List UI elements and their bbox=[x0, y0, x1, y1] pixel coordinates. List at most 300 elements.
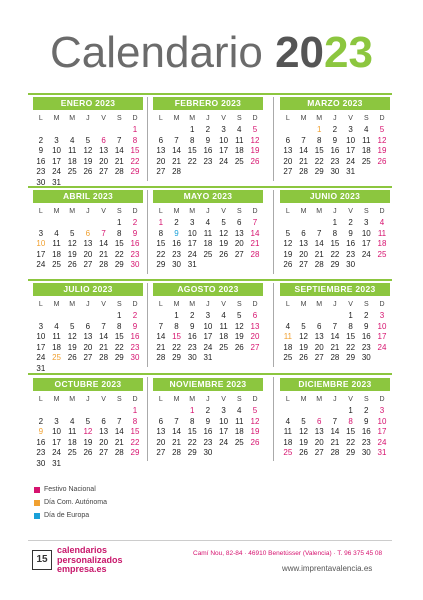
day-cell: 31 bbox=[52, 177, 61, 187]
weekday-label: M bbox=[300, 301, 307, 308]
empty-cell bbox=[153, 406, 169, 417]
weekday-label: M bbox=[53, 301, 60, 308]
day-cell: 13 bbox=[234, 228, 244, 238]
day-cell: 6 bbox=[101, 416, 106, 426]
weekday-label: L bbox=[285, 115, 290, 122]
day-cell: 20 bbox=[99, 156, 109, 166]
day-cell: 9 bbox=[332, 135, 338, 145]
empty-cell bbox=[311, 406, 327, 417]
day-cell: 16 bbox=[203, 146, 213, 155]
day-cell: 5 bbox=[69, 228, 75, 238]
day-cell: 17 bbox=[377, 332, 387, 341]
day-cell: 20 bbox=[314, 437, 324, 447]
day-cell: 23 bbox=[187, 342, 197, 352]
empty-cell bbox=[33, 218, 49, 229]
weekday-label: V bbox=[221, 301, 226, 308]
day-cell: 18 bbox=[234, 427, 244, 436]
day-cell: 18 bbox=[361, 146, 371, 155]
day-cell: 27 bbox=[234, 249, 244, 259]
weekday-label: J bbox=[86, 208, 90, 215]
day-cell: 29 bbox=[314, 167, 324, 176]
day-cell: 1 bbox=[158, 218, 164, 227]
company-address: Camí Nou, 82-84 · 46910 Benetússer (Valencia) · T. 96 375 45 08 bbox=[193, 550, 383, 557]
logo-text bbox=[57, 546, 123, 575]
day-cell: 7 bbox=[332, 321, 338, 331]
day-cell: 23 bbox=[36, 448, 46, 457]
day-cell: 28 bbox=[114, 167, 124, 176]
weekday-label: D bbox=[252, 208, 258, 215]
day-cell: 1 bbox=[117, 311, 122, 320]
column-divider bbox=[147, 283, 148, 367]
day-cell: 7 bbox=[158, 321, 164, 331]
day-cell: 30 bbox=[36, 177, 46, 187]
day-cell: 16 bbox=[36, 156, 46, 166]
empty-cell bbox=[96, 406, 112, 417]
day-cell: 2 bbox=[348, 218, 353, 227]
weekday-label: D bbox=[132, 115, 138, 122]
website-link[interactable]: www.imprentavalencia.es bbox=[282, 564, 373, 573]
logo-line-1: calendarios bbox=[57, 545, 108, 555]
month-header: MAYO 2023 bbox=[153, 190, 263, 203]
day-cell: 4 bbox=[379, 218, 385, 227]
weekday-label: S bbox=[116, 396, 122, 403]
day-cell: 10 bbox=[52, 146, 61, 155]
day-cell: 10 bbox=[219, 135, 229, 145]
day-cell: 8 bbox=[316, 135, 322, 145]
day-cell: 10 bbox=[377, 321, 387, 331]
weekday-label: M bbox=[316, 301, 323, 308]
weekday-label: M bbox=[189, 396, 196, 403]
day-cell: 29 bbox=[130, 167, 140, 176]
weekday-label: V bbox=[221, 115, 226, 122]
weekday-label: M bbox=[189, 115, 196, 122]
day-cell: 6 bbox=[158, 416, 164, 426]
day-cell: 9 bbox=[189, 321, 195, 331]
day-cell: 1 bbox=[117, 218, 122, 227]
empty-cell bbox=[280, 311, 296, 322]
day-cell: 3 bbox=[189, 218, 195, 227]
day-cell: 4 bbox=[205, 218, 211, 227]
weekday-label: D bbox=[379, 396, 385, 403]
day-cell: 23 bbox=[203, 156, 213, 166]
month-block bbox=[33, 283, 143, 374]
day-cell: 13 bbox=[314, 427, 324, 436]
day-cell: 2 bbox=[332, 125, 338, 134]
day-cell: 1 bbox=[348, 406, 353, 415]
column-divider bbox=[147, 377, 148, 461]
day-cell: 30 bbox=[187, 353, 197, 362]
day-cell: 27 bbox=[250, 342, 260, 352]
day-cell: 11 bbox=[283, 427, 292, 436]
day-cell: 26 bbox=[250, 437, 260, 447]
day-cell: 20 bbox=[83, 249, 93, 259]
weekday-label: J bbox=[333, 396, 337, 403]
day-cell: 22 bbox=[156, 249, 166, 259]
day-cell: 1 bbox=[174, 311, 179, 320]
weekday-label: L bbox=[38, 115, 43, 122]
month-header: DICIEMBRE 2023 bbox=[280, 378, 390, 391]
day-cell: 25 bbox=[52, 260, 61, 269]
day-cell: 22 bbox=[314, 156, 324, 166]
title-year-b: 23 bbox=[324, 28, 373, 77]
empty-cell bbox=[49, 406, 65, 417]
day-cell: 14 bbox=[114, 146, 124, 155]
day-cell: 2 bbox=[174, 218, 179, 227]
day-cell: 8 bbox=[132, 135, 138, 145]
weekday-label: L bbox=[158, 208, 163, 215]
month-block bbox=[280, 283, 390, 364]
day-cell: 21 bbox=[114, 156, 124, 166]
day-cell: 8 bbox=[189, 416, 195, 426]
day-cell: 18 bbox=[377, 239, 387, 248]
day-cell: 25 bbox=[67, 167, 77, 176]
day-cell: 25 bbox=[203, 249, 213, 259]
day-cell: 27 bbox=[156, 167, 166, 176]
day-cell: 7 bbox=[117, 135, 122, 145]
day-cell: 29 bbox=[330, 260, 340, 269]
weekday-label: L bbox=[285, 396, 290, 403]
month-header: OCTUBRE 2023 bbox=[33, 378, 143, 391]
month-header: FEBRERO 2023 bbox=[153, 97, 263, 110]
month-block bbox=[153, 378, 263, 459]
day-cell: 1 bbox=[132, 125, 138, 134]
day-cell: 11 bbox=[52, 239, 61, 248]
empty-cell bbox=[49, 218, 65, 229]
month-header: ABRIL 2023 bbox=[33, 190, 143, 203]
weekday-label: M bbox=[316, 396, 323, 403]
day-cell: 18 bbox=[283, 437, 293, 447]
weekday-label: L bbox=[158, 115, 163, 122]
day-cell: 30 bbox=[172, 260, 181, 269]
weekday-label: S bbox=[116, 301, 122, 308]
day-cell: 22 bbox=[130, 156, 140, 166]
day-cell: 5 bbox=[85, 416, 91, 426]
day-cell: 15 bbox=[346, 427, 356, 436]
empty-cell bbox=[64, 218, 80, 229]
day-cell: 12 bbox=[377, 135, 387, 145]
day-cell: 30 bbox=[361, 353, 371, 362]
day-cell: 3 bbox=[54, 135, 59, 145]
weekday-label: M bbox=[69, 208, 76, 215]
day-cell: 7 bbox=[174, 416, 179, 426]
day-cell: 13 bbox=[250, 321, 260, 331]
day-cell: 21 bbox=[330, 437, 340, 447]
day-cell: 22 bbox=[172, 342, 181, 352]
day-cell: 28 bbox=[99, 260, 109, 269]
weekday-label: L bbox=[158, 396, 163, 403]
weekday-label: J bbox=[206, 208, 210, 215]
weekday-label: V bbox=[101, 301, 106, 308]
day-cell: 14 bbox=[156, 332, 166, 341]
day-cell: 27 bbox=[99, 448, 109, 457]
weekday-label: S bbox=[236, 301, 242, 308]
day-cell: 19 bbox=[67, 249, 77, 259]
day-cell: 9 bbox=[348, 228, 353, 238]
day-cell: 1 bbox=[348, 311, 353, 320]
day-cell: 3 bbox=[364, 218, 369, 227]
day-cell: 27 bbox=[314, 448, 324, 457]
day-cell: 27 bbox=[83, 260, 93, 269]
day-cell: 23 bbox=[330, 156, 340, 166]
day-cell: 22 bbox=[187, 437, 197, 447]
day-cell: 28 bbox=[330, 353, 340, 362]
day-cell: 12 bbox=[83, 427, 93, 436]
day-cell: 4 bbox=[54, 228, 59, 238]
day-cell: 12 bbox=[283, 239, 293, 248]
day-cell: 3 bbox=[379, 311, 385, 320]
day-cell: 10 bbox=[377, 416, 387, 426]
weekday-label: J bbox=[206, 396, 210, 403]
day-cell: 18 bbox=[283, 342, 293, 352]
month-header: AGOSTO 2023 bbox=[153, 283, 263, 296]
day-cell: 19 bbox=[250, 146, 260, 155]
day-cell: 5 bbox=[379, 125, 385, 134]
empty-cell bbox=[327, 311, 343, 322]
empty-cell bbox=[33, 125, 49, 136]
day-cell: 8 bbox=[158, 228, 164, 238]
weekday-label: M bbox=[300, 208, 307, 215]
weekday-label: M bbox=[173, 396, 180, 403]
day-cell: 15 bbox=[187, 146, 197, 155]
day-cell: 16 bbox=[330, 146, 340, 155]
weekday-label: V bbox=[348, 115, 353, 122]
legend-label: Festivo Nacional bbox=[44, 486, 96, 493]
day-cell: 8 bbox=[174, 321, 179, 331]
day-cell: 30 bbox=[330, 167, 340, 176]
day-cell: 20 bbox=[234, 239, 244, 248]
day-cell: 14 bbox=[314, 239, 324, 248]
day-cell: 7 bbox=[174, 135, 179, 145]
empty-cell bbox=[296, 218, 312, 229]
day-cell: 18 bbox=[234, 146, 244, 155]
day-cell: 28 bbox=[172, 448, 181, 457]
day-cell: 6 bbox=[237, 218, 242, 227]
day-cell: 28 bbox=[330, 448, 340, 457]
day-cell: 12 bbox=[250, 135, 260, 145]
weekday-label: M bbox=[316, 115, 323, 122]
day-cell: 22 bbox=[346, 437, 356, 447]
day-cell: 31 bbox=[377, 448, 387, 457]
empty-cell bbox=[280, 406, 296, 417]
month-block bbox=[280, 97, 390, 178]
day-cell: 4 bbox=[221, 311, 226, 320]
weekday-label: D bbox=[252, 301, 258, 308]
day-cell: 11 bbox=[68, 146, 77, 155]
day-cell: 7 bbox=[252, 218, 258, 227]
day-cell: 18 bbox=[67, 156, 77, 166]
weekday-label: M bbox=[189, 301, 196, 308]
day-cell: 7 bbox=[117, 416, 122, 426]
day-cell: 23 bbox=[172, 249, 181, 259]
day-cell: 24 bbox=[219, 156, 229, 166]
day-cell: 24 bbox=[361, 249, 371, 259]
column-divider bbox=[273, 190, 274, 274]
day-cell: 10 bbox=[346, 135, 356, 145]
day-cell: 29 bbox=[187, 448, 197, 457]
day-cell: 17 bbox=[219, 146, 229, 155]
day-cell: 5 bbox=[285, 228, 291, 238]
weekday-label: V bbox=[348, 301, 353, 308]
day-cell: 3 bbox=[205, 311, 211, 320]
day-cell: 29 bbox=[346, 448, 356, 457]
weekday-label: D bbox=[132, 301, 138, 308]
day-cell: 25 bbox=[377, 249, 387, 259]
day-cell: 19 bbox=[234, 332, 244, 341]
day-cell: 23 bbox=[130, 249, 140, 259]
day-cell: 26 bbox=[83, 167, 93, 176]
day-cell: 27 bbox=[156, 448, 166, 457]
day-cell: 11 bbox=[362, 135, 371, 145]
day-cell: 5 bbox=[85, 135, 91, 145]
day-cell: 13 bbox=[314, 332, 324, 341]
logo-line-3: empresa.es bbox=[57, 564, 107, 574]
weekday-label: S bbox=[236, 208, 242, 215]
day-cell: 25 bbox=[52, 353, 61, 362]
day-cell: 26 bbox=[67, 353, 77, 362]
day-cell: 21 bbox=[172, 156, 181, 166]
day-cell: 21 bbox=[250, 239, 260, 248]
legend-item-dia-europa bbox=[34, 509, 107, 522]
day-cell: 8 bbox=[117, 321, 122, 331]
day-cell: 27 bbox=[99, 167, 109, 176]
empty-cell bbox=[311, 218, 327, 229]
day-cell: 17 bbox=[36, 342, 46, 352]
day-cell: 23 bbox=[203, 437, 213, 447]
day-cell: 27 bbox=[299, 260, 308, 269]
title-word: Calendario bbox=[50, 28, 263, 77]
day-cell: 26 bbox=[283, 260, 293, 269]
day-cell: 14 bbox=[250, 228, 260, 238]
day-cell: 17 bbox=[52, 437, 61, 447]
weekday-label: S bbox=[363, 396, 369, 403]
day-cell: 17 bbox=[377, 427, 387, 436]
day-cell: 30 bbox=[361, 448, 371, 457]
day-cell: 31 bbox=[187, 260, 197, 269]
day-cell: 15 bbox=[346, 332, 356, 341]
day-cell: 20 bbox=[156, 156, 166, 166]
month-header: SEPTIEMBRE 2023 bbox=[280, 283, 390, 296]
day-cell: 28 bbox=[314, 260, 324, 269]
day-cell: 14 bbox=[330, 427, 340, 436]
day-cell: 9 bbox=[132, 228, 138, 238]
day-cell: 15 bbox=[114, 332, 124, 341]
day-cell: 9 bbox=[364, 321, 369, 331]
weekday-label: L bbox=[158, 301, 163, 308]
weekday-label: M bbox=[69, 301, 76, 308]
day-cell: 24 bbox=[377, 437, 387, 447]
legend-label: Día Com. Autónoma bbox=[44, 499, 108, 506]
weekday-label: S bbox=[363, 208, 369, 215]
day-cell: 12 bbox=[67, 239, 77, 248]
weekday-label: L bbox=[38, 301, 43, 308]
day-cell: 17 bbox=[187, 239, 197, 248]
day-cell: 5 bbox=[221, 218, 226, 227]
day-cell: 6 bbox=[252, 311, 258, 320]
day-cell: 24 bbox=[52, 167, 61, 176]
day-cell: 19 bbox=[377, 146, 387, 155]
day-cell: 19 bbox=[250, 427, 260, 436]
legend-swatch bbox=[34, 487, 40, 493]
day-cell: 8 bbox=[189, 135, 195, 145]
day-cell: 19 bbox=[83, 437, 93, 447]
day-cell: 15 bbox=[114, 239, 124, 248]
weekday-label: V bbox=[348, 208, 353, 215]
day-cell: 6 bbox=[285, 135, 291, 145]
day-cell: 3 bbox=[379, 406, 385, 415]
day-cell: 28 bbox=[156, 353, 166, 362]
legend-item-festivo-nacional bbox=[34, 483, 107, 496]
day-cell: 17 bbox=[219, 427, 229, 436]
day-cell: 6 bbox=[158, 135, 164, 145]
day-cell: 5 bbox=[237, 311, 242, 320]
day-cell: 11 bbox=[68, 427, 77, 436]
empty-cell bbox=[169, 406, 185, 417]
day-cell: 8 bbox=[348, 321, 353, 331]
day-cell: 28 bbox=[99, 353, 109, 362]
day-cell: 29 bbox=[172, 353, 181, 362]
day-cell: 19 bbox=[219, 239, 229, 248]
day-cell: 15 bbox=[156, 239, 166, 248]
day-cell: 12 bbox=[299, 332, 308, 341]
day-cell: 13 bbox=[83, 332, 93, 341]
weekday-label: M bbox=[173, 301, 180, 308]
day-cell: 24 bbox=[187, 249, 197, 259]
day-cell: 21 bbox=[156, 342, 166, 352]
day-cell: 21 bbox=[330, 342, 340, 352]
day-cell: 29 bbox=[346, 353, 356, 362]
day-cell: 5 bbox=[301, 416, 306, 426]
weekday-label: M bbox=[69, 115, 76, 122]
day-cell: 21 bbox=[299, 156, 308, 166]
day-cell: 12 bbox=[250, 416, 260, 426]
day-cell: 31 bbox=[203, 353, 213, 362]
day-cell: 2 bbox=[364, 406, 369, 415]
day-cell: 7 bbox=[101, 321, 106, 331]
empty-cell bbox=[80, 218, 96, 229]
day-cell: 3 bbox=[348, 125, 353, 134]
day-cell: 11 bbox=[203, 228, 213, 238]
day-cell: 17 bbox=[346, 146, 356, 155]
day-cell: 16 bbox=[203, 427, 213, 436]
empty-cell bbox=[33, 406, 49, 417]
empty-cell bbox=[80, 311, 96, 322]
day-cell: 25 bbox=[361, 156, 371, 166]
day-cell: 5 bbox=[69, 321, 75, 331]
weekday-label: S bbox=[236, 396, 242, 403]
day-cell: 4 bbox=[285, 416, 291, 426]
company-logo[interactable] bbox=[32, 546, 123, 575]
day-cell: 30 bbox=[130, 260, 140, 269]
day-cell: 19 bbox=[283, 249, 293, 259]
day-cell: 27 bbox=[314, 353, 324, 362]
day-cell: 2 bbox=[38, 416, 44, 426]
day-cell: 30 bbox=[130, 353, 140, 362]
month-block bbox=[33, 190, 143, 271]
weekday-label: S bbox=[116, 208, 122, 215]
weekday-label: S bbox=[363, 301, 369, 308]
weekday-label: L bbox=[285, 208, 290, 215]
day-cell: 24 bbox=[346, 156, 356, 166]
day-cell: 6 bbox=[101, 135, 106, 145]
day-cell: 10 bbox=[219, 416, 229, 426]
day-cell: 20 bbox=[250, 332, 260, 341]
day-cell: 14 bbox=[172, 146, 181, 155]
day-cell: 20 bbox=[299, 249, 308, 259]
day-cell: 6 bbox=[85, 321, 91, 331]
weekday-label: M bbox=[173, 115, 180, 122]
logo-line-2: personalizados bbox=[57, 554, 123, 565]
day-cell: 23 bbox=[36, 167, 46, 176]
